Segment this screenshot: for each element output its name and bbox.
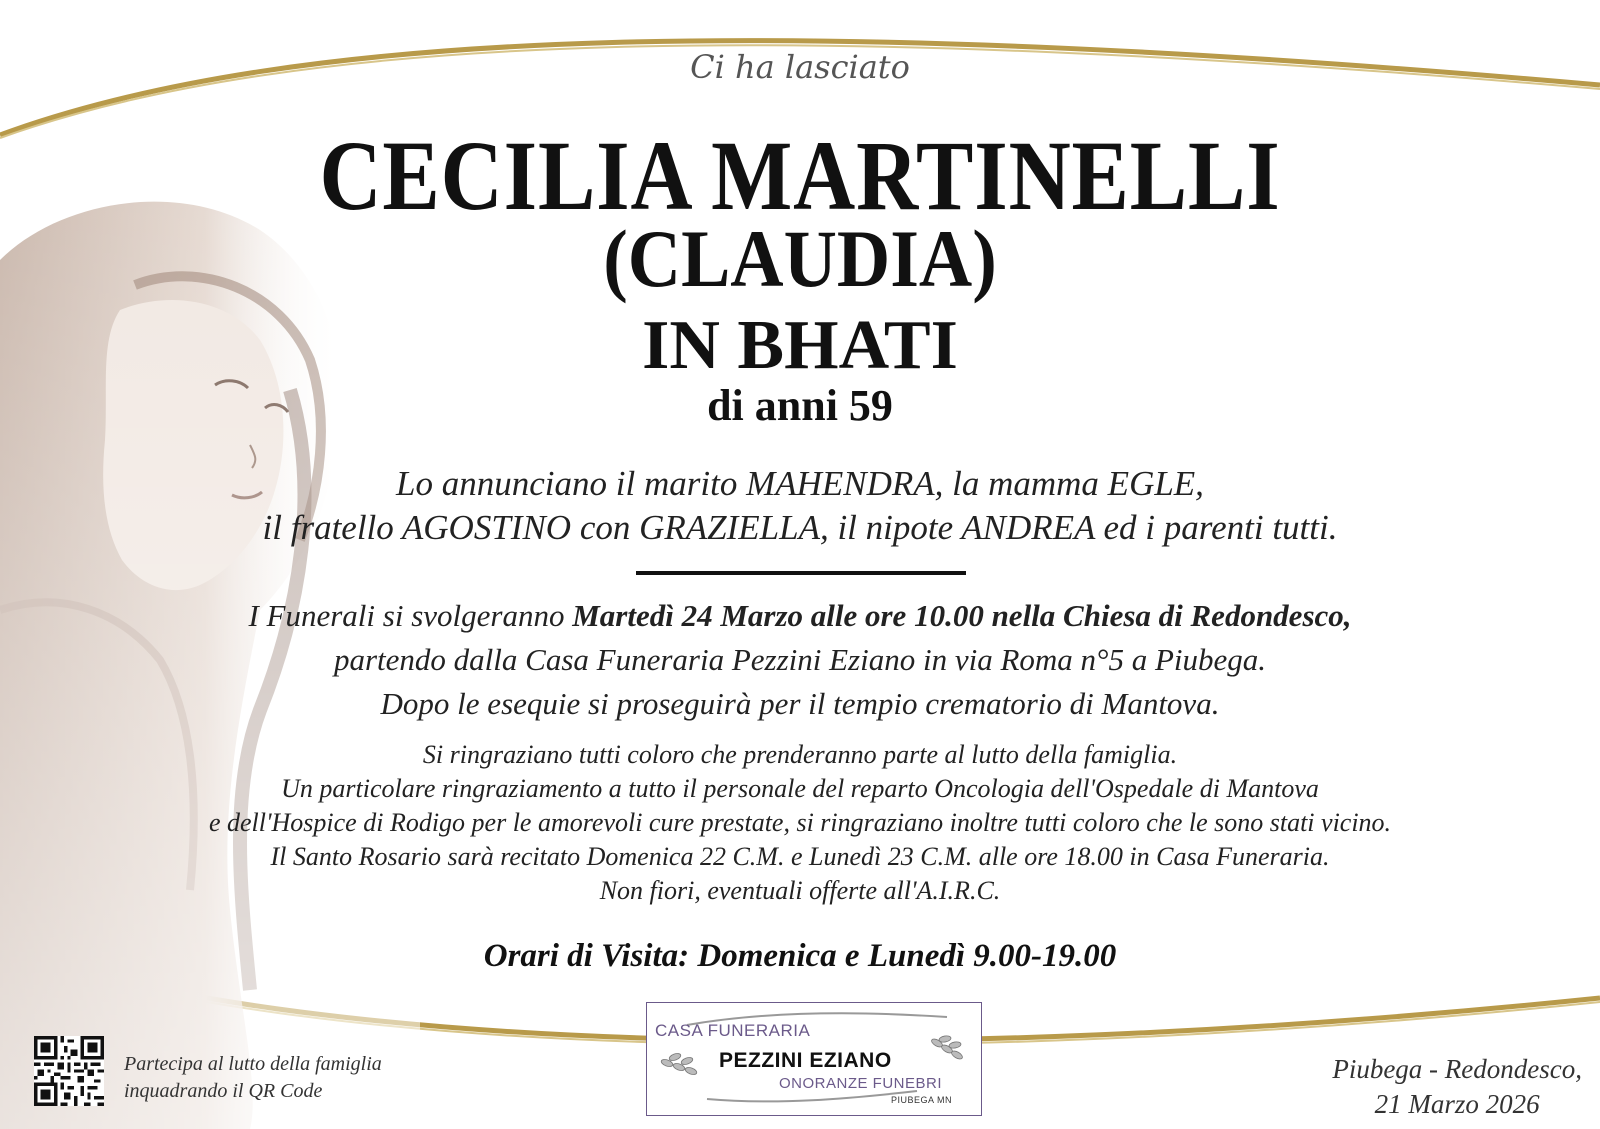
funeral-details: [0, 594, 1600, 726]
logo-line-1: CASA FUNERARIA: [655, 1021, 811, 1040]
intro-text: Ci ha lasciato: [690, 48, 910, 86]
deceased-married-name: IN BHATI: [642, 307, 958, 384]
thanks-line: Un particolare ringraziamento a tutto il personale del reparto Oncologia dell'Ospedale di Mantova: [281, 774, 1319, 803]
funeral-line-3: Dopo le esequie si proseguirà per il tempio crematorio di Mantova.: [380, 686, 1220, 721]
thanks-line: Il Santo Rosario sarà recitato Domenica 22 C.M. e Lunedì 23 C.M. alle ore 18.00 in Casa Funeraria.: [270, 842, 1330, 871]
qr-instructions: [124, 1051, 382, 1105]
qr-code-icon[interactable]: [34, 1036, 104, 1106]
funeral-date-place: Martedì 24 Marzo alle ore 10.00 nella Chiesa di Redondesco,: [572, 598, 1352, 633]
divider: [636, 571, 966, 575]
deceased-nickname: (CLAUDIA): [603, 213, 997, 304]
deceased-age: di anni 59: [707, 381, 893, 430]
funeral-line-1: [0, 594, 1600, 638]
announcement: [0, 462, 1600, 550]
qr-text-line: inquadrando il QR Code: [124, 1080, 323, 1102]
deceased-name: CECILIA MARTINELLI: [319, 120, 1281, 231]
announcement-line: il fratello AGOSTINO con GRAZIELLA, il nipote ANDREA ed i parenti tutti.: [262, 508, 1338, 547]
thanks-line: Non fiori, eventuali offerte all'A.I.R.C.: [599, 876, 1001, 905]
logo-line-3: ONORANZE FUNEBRI: [779, 1075, 943, 1092]
place-and-date: [1332, 1052, 1582, 1122]
announcement-line: Lo annunciano il marito MAHENDRA, la mamma EGLE,: [396, 464, 1204, 503]
logo-line-4: PIUBEGA MN: [891, 1095, 953, 1105]
thanks-section: [0, 738, 1600, 908]
funeral-line-2: partendo dalla Casa Funeraria Pezzini Eziano in via Roma n°5 a Piubega.: [333, 642, 1266, 677]
funeral-home-logo: [646, 1002, 982, 1116]
date: 21 Marzo 2026: [1374, 1089, 1540, 1119]
thanks-line: Si ringraziano tutti coloro che prenderanno parte al lutto della famiglia.: [422, 740, 1178, 769]
qr-text-line: Partecipa al lutto della famiglia: [124, 1053, 382, 1075]
thanks-line: e dell'Hospice di Rodigo per le amorevoli cure prestate, si ringraziano inoltre tutti coloro che le sono stati vicino.: [208, 808, 1392, 837]
visiting-hours: Orari di Visita: Domenica e Lunedì 9.00-19.00: [483, 938, 1117, 974]
logo-line-2: PEZZINI EZIANO: [719, 1049, 892, 1072]
place: Piubega - Redondesco,: [1332, 1054, 1582, 1084]
funeral-prefix: I Funerali si svolgeranno: [248, 598, 573, 633]
